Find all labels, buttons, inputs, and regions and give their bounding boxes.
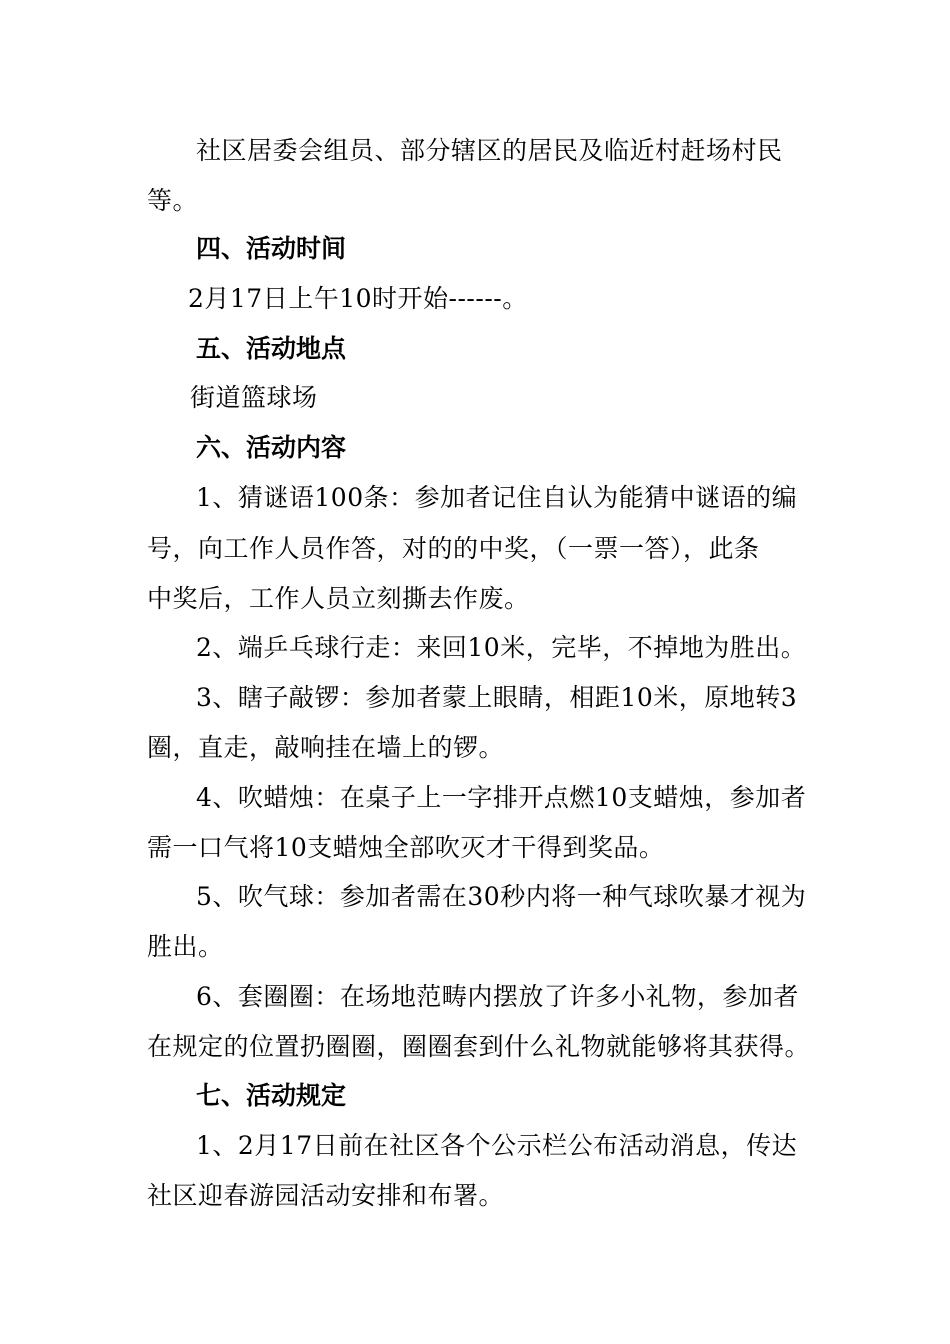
paragraph-line: 在规定的位置扔圈圈，圈圈套到什么礼物就能够将其获得。 xyxy=(147,1032,811,1061)
paragraph-line: 2月17日上午10时开始------。 xyxy=(188,284,528,313)
paragraph-line: 5、吹气球：参加者需在30秒内将一种气球吹暴才视为 xyxy=(196,882,807,911)
paragraph-line: 4、吹蜡烛：在桌子上一字排开点燃10支蜡烛，参加者 xyxy=(196,783,807,812)
paragraph-line: 街道篮球场 xyxy=(190,383,318,412)
paragraph-line: 社区居委会组员、部分辖区的居民及临近村赶场村民 xyxy=(196,136,783,165)
section-heading-place: 五、活动地点 xyxy=(196,334,347,363)
paragraph-line: 需一口气将10支蜡烛全部吹灭才干得到奖品。 xyxy=(147,833,665,862)
paragraph-line: 6、套圈圈：在场地范畴内摆放了许多小礼物，参加者 xyxy=(196,982,799,1011)
paragraph-line: 号，向工作人员作答，对的的中奖，（一票一答），此条 xyxy=(147,534,760,563)
paragraph-line: 3、瞎子敲锣：参加者蒙上眼睛，相距10米，原地转3 xyxy=(196,683,798,712)
section-heading-content: 六、活动内容 xyxy=(196,433,347,462)
paragraph-line: 圈，直走，敲响挂在墙上的锣。 xyxy=(147,733,505,762)
paragraph-line: 等。 xyxy=(147,186,199,215)
paragraph-line: 中奖后，工作人员立刻撕去作废。 xyxy=(147,584,530,613)
section-heading-time: 四、活动时间 xyxy=(196,234,347,263)
paragraph-line: 胜出。 xyxy=(147,932,224,961)
paragraph-line: 社区迎春游园活动安排和布署。 xyxy=(147,1181,505,1210)
paragraph-line: 2、端乒乓球行走：来回10米，完毕，不掉地为胜出。 xyxy=(196,633,807,662)
paragraph-line: 1、2月17日前在社区各个公示栏公布活动消息，传达 xyxy=(196,1131,798,1160)
section-heading-rules: 七、活动规定 xyxy=(196,1081,347,1110)
paragraph-line: 1、猜谜语100条：参加者记住自认为能猜中谜语的编 xyxy=(196,483,798,512)
